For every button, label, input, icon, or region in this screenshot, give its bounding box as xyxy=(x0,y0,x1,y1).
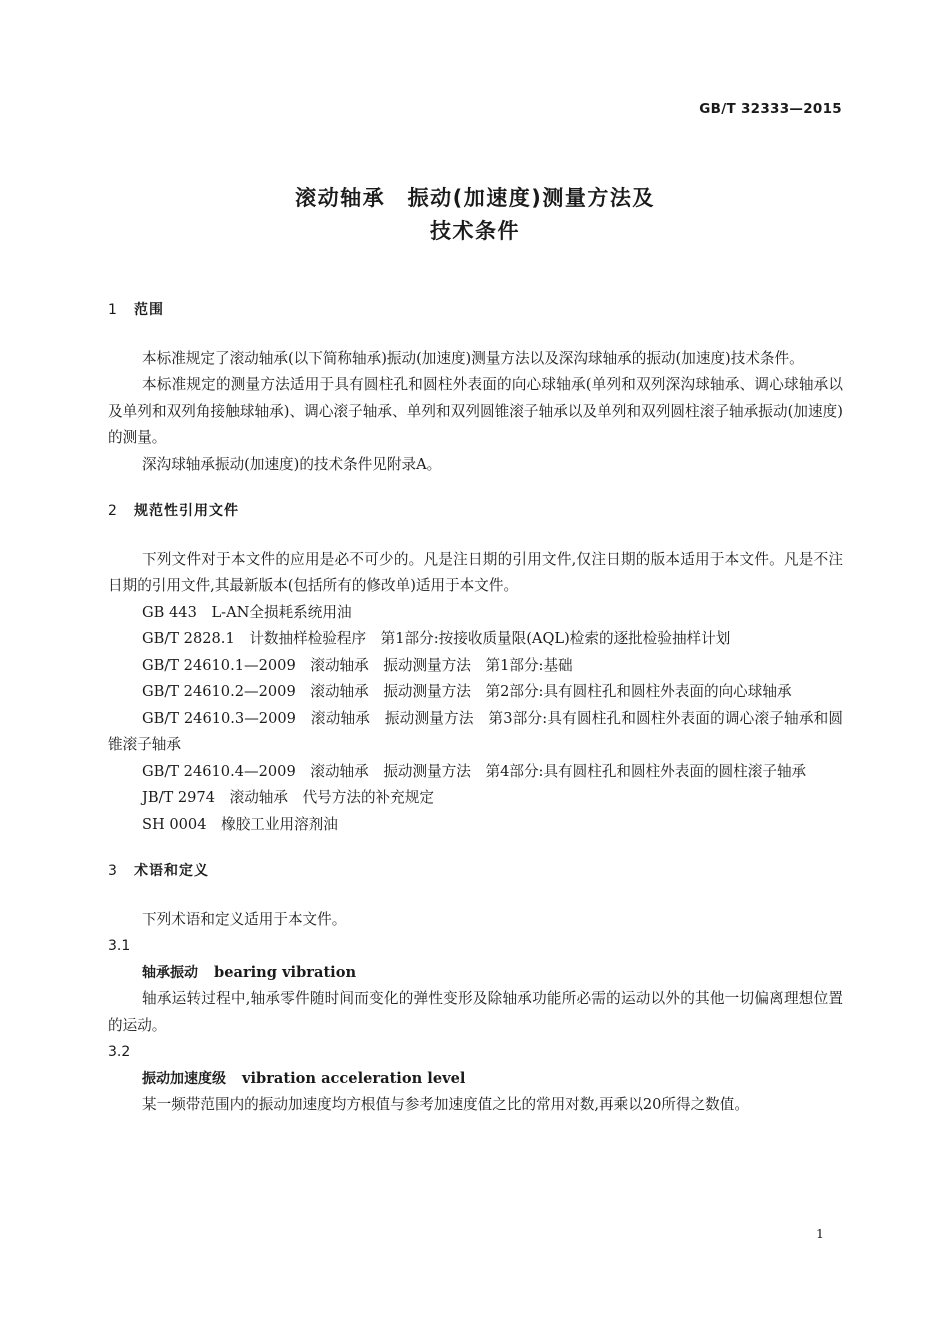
document-body xyxy=(108,297,843,1119)
reference-item: GB/T 24610.3—2009 滚动轴承 振动测量方法 第3部分:具有圆柱孔和圆柱外表面的调心滚子轴承和圆锥滚子轴承 xyxy=(108,709,843,753)
term-definition: 轴承运转过程中,轴承零件随时间而变化的弹性变形及除轴承功能所必需的运动以外的其他一切偏离理想位置的运动。 xyxy=(108,990,843,1034)
reference-item: GB/T 24610.2—2009 滚动轴承 振动测量方法 第2部分:具有圆柱孔和圆柱外表面的向心球轴承 xyxy=(142,683,792,700)
reference-item: GB/T 2828.1 计数抽样检验程序 第1部分:按接收质量限(AQL)检索的逐批检验抽样计划 xyxy=(142,630,731,647)
page-number: 1 xyxy=(816,1226,824,1241)
term-number: 3.1 xyxy=(108,938,131,954)
section-2-heading xyxy=(108,498,843,525)
term-en: vibration acceleration level xyxy=(242,1069,466,1087)
paragraph: 本标准规定的测量方法适用于具有圆柱孔和圆柱外表面的向心球轴承(单列和双列深沟球轴承、调心球轴承以及单列和双列角接触球轴承)、调心滚子轴承、单列和双列圆锥滚子轴承以及单列和双列圆柱滚子轴承振动(加速度)的测量。 xyxy=(108,376,843,446)
term-zh: 振动加速度级 xyxy=(142,1070,226,1087)
term-en: bearing vibration xyxy=(214,963,357,981)
paragraph: 本标准规定了滚动轴承(以下简称轴承)振动(加速度)测量方法以及深沟球轴承的振动(加速度)技术条件。 xyxy=(142,349,804,367)
paragraph: 下列术语和定义适用于本文件。 xyxy=(142,910,347,928)
section-1-heading xyxy=(108,297,843,324)
standard-code: GB/T 32333—2015 xyxy=(699,101,842,117)
term-zh: 轴承振动 xyxy=(142,964,198,981)
reference-item: GB 443 L-AN全损耗系统用油 xyxy=(142,603,352,621)
reference-item: GB/T 24610.1—2009 滚动轴承 振动测量方法 第1部分:基础 xyxy=(142,656,573,674)
reference-item: SH 0004 橡胶工业用溶剂油 xyxy=(142,815,338,833)
term-definition: 某一频带范围内的振动加速度均方根值与参考加速度值之比的常用对数,再乘以20所得之数值。 xyxy=(142,1096,749,1113)
term-number: 3.2 xyxy=(108,1044,131,1060)
section-title: 术语和定义 xyxy=(134,863,209,879)
title-line-2: 技术条件 xyxy=(430,219,520,243)
section-number: 1 xyxy=(108,302,118,318)
term-heading xyxy=(108,960,843,987)
title-line-1: 滚动轴承 振动(加速度)测量方法及 xyxy=(295,186,655,210)
section-number: 3 xyxy=(108,863,118,879)
paragraph: 深沟球轴承振动(加速度)的技术条件见附录A。 xyxy=(142,455,442,473)
section-title: 规范性引用文件 xyxy=(134,503,239,519)
reference-item: GB/T 24610.4—2009 滚动轴承 振动测量方法 第4部分:具有圆柱孔和圆柱外表面的圆柱滚子轴承 xyxy=(142,762,807,780)
term-heading xyxy=(108,1066,843,1093)
section-title: 范围 xyxy=(134,302,164,318)
document-title xyxy=(0,182,950,248)
paragraph: 下列文件对于本文件的应用是必不可少的。凡是注日期的引用文件,仅注日期的版本适用于本文件。凡是不注日期的引用文件,其最新版本(包括所有的修改单)适用于本文件。 xyxy=(108,550,843,594)
section-3-heading xyxy=(108,858,843,885)
reference-item: JB/T 2974 滚动轴承 代号方法的补充规定 xyxy=(142,789,434,806)
section-number: 2 xyxy=(108,503,118,519)
